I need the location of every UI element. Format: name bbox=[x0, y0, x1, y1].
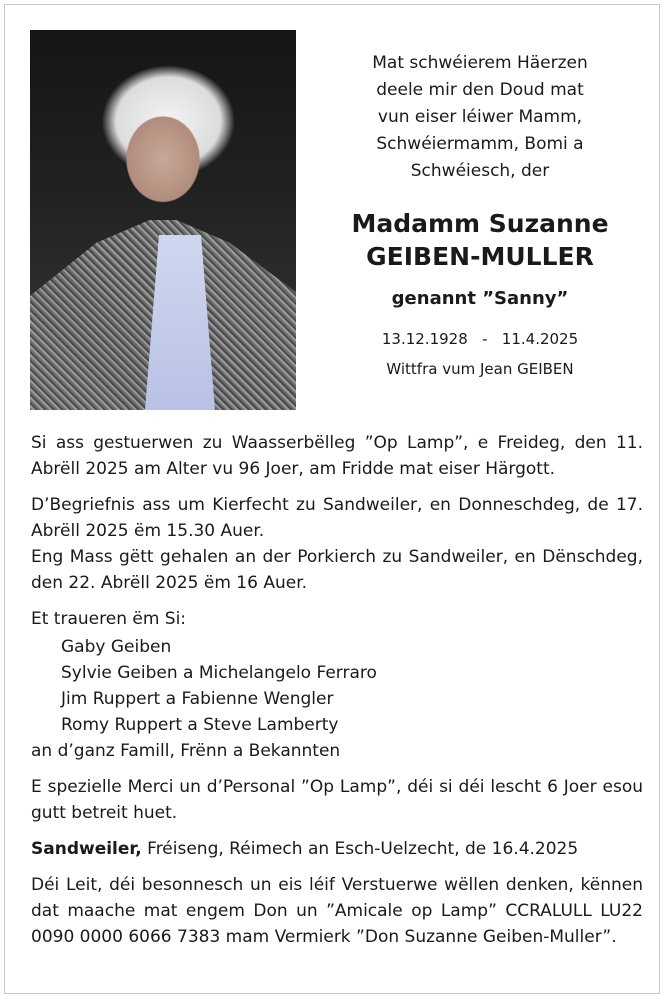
list-item: Romy Ruppert a Steve Lamberty bbox=[61, 715, 339, 735]
place-rest: Fréiseng, Réimech an Esch-Uelzecht, de 16.4.2025 bbox=[141, 839, 579, 859]
obituary-body bbox=[31, 430, 643, 950]
obituary-card bbox=[4, 4, 660, 994]
burial-notice: D’Begriefnis ass um Kierfecht zu Sandweiler, en Donneschdeg, de 17. Abrëll 2025 ëm 15.30 Auer. bbox=[31, 495, 643, 541]
mass-notice: Eng Mass gëtt gehalen an der Porkierch zu Sandweiler, en Dënschdeg, den 22. Abrëll 2025 ëm 16 Auer. bbox=[31, 547, 643, 593]
death-date: 11.4.2025 bbox=[501, 330, 579, 348]
intro-line: Schwéiesch, der bbox=[410, 161, 550, 181]
intro-text bbox=[320, 50, 640, 185]
place-name: Sandweiler, bbox=[31, 839, 142, 859]
widow-line: Wittfra vum Jean GEIBEN bbox=[386, 360, 574, 378]
mourners-intro: Et traueren ëm Si: bbox=[31, 609, 187, 629]
list-item: Gaby Geiben bbox=[61, 637, 172, 657]
intro-line: vun eiser léiwer Mamm, bbox=[377, 107, 583, 127]
list-item: Sylvie Geiben a Michelangelo Ferraro bbox=[61, 663, 377, 683]
mourners-list bbox=[31, 634, 643, 738]
life-dates bbox=[320, 329, 640, 349]
header-block bbox=[320, 50, 640, 379]
place-date-line bbox=[31, 836, 643, 862]
portrait-photo bbox=[30, 30, 296, 410]
birth-date: 13.12.1928 bbox=[381, 330, 468, 348]
nickname: genannt ”Sanny” bbox=[391, 288, 569, 309]
intro-line: Schwéiermamm, Bomi a bbox=[376, 134, 584, 154]
deceased-name: Madamm Suzanne bbox=[351, 209, 609, 238]
deceased-surname: GEIBEN-MULLER bbox=[366, 242, 594, 271]
intro-line: deele mir den Doud mat bbox=[376, 80, 584, 100]
family-line: an d’ganz Famill, Frënn a Bekannten bbox=[31, 741, 341, 761]
donation-text: Déi Leit, déi besonnesch un eis léif Verstuerwe wëllen denken, kënnen dat maache mat engem Don un ”Amicale op Lamp” CCRALULL LU22 0090 0000 6066 7383 mam Vermierk ”Don Suzanne Geiben-Muller”. bbox=[31, 875, 643, 947]
death-notice: Si ass gestuerwen zu Waasserbëlleg ”Op Lamp”, e Freideg, den 11. Abrëll 2025 am Alter vu 96 Joer, am Fridde mat eiser Härgott. bbox=[31, 433, 643, 479]
list-item: Jim Ruppert a Fabienne Wengler bbox=[61, 689, 334, 709]
intro-line: Mat schwéierem Häerzen bbox=[372, 53, 588, 73]
date-separator: - bbox=[482, 330, 488, 348]
thanks-text: E spezielle Merci un d’Personal ”Op Lamp”, déi si déi lescht 6 Joer esou gutt betreit huet. bbox=[31, 777, 643, 823]
